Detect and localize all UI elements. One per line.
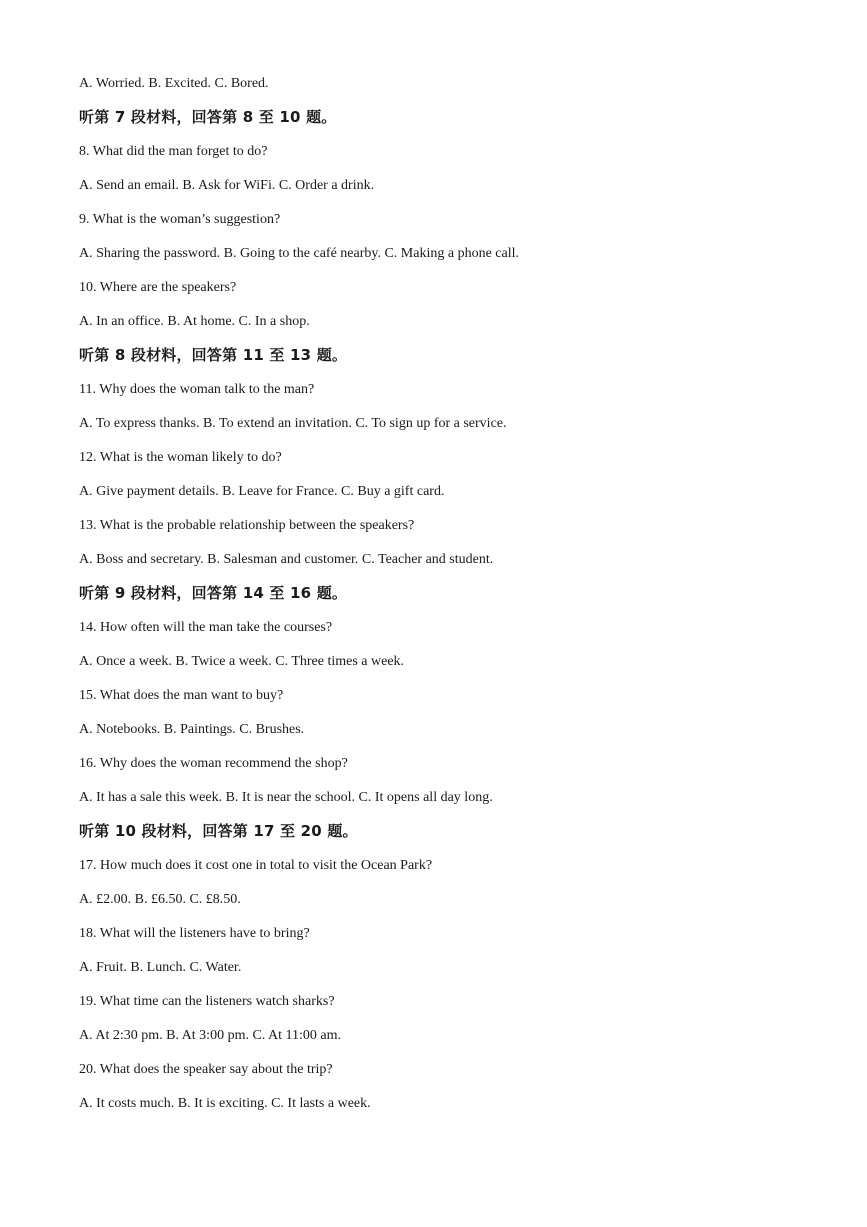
section-heading-8: 听第 8 段材料，回答第 11 至 13 题。 [79, 346, 348, 364]
question-19: 19. What time can the listeners watch sharks? [79, 994, 335, 1009]
answer-options-q7: A. Worried. B. Excited. C. Bored. [79, 76, 269, 91]
answer-options-q17: A. £2.00. B. £6.50. C. £8.50. [79, 892, 241, 907]
question-11: 11. Why does the woman talk to the man? [79, 382, 315, 397]
question-10: 10. Where are the speakers? [79, 280, 237, 295]
section-heading-7: 听第 7 段材料，回答第 8 至 10 题。 [79, 108, 337, 126]
question-12: 12. What is the woman likely to do? [79, 450, 282, 465]
question-13: 13. What is the probable relationship between the speakers? [79, 518, 415, 533]
question-16: 16. Why does the woman recommend the shop? [79, 756, 348, 771]
answer-options-q8: A. Send an email. B. Ask for WiFi. C. Order a drink. [79, 178, 375, 193]
question-15: 15. What does the man want to buy? [79, 688, 284, 703]
question-18: 18. What will the listeners have to bring? [79, 926, 310, 941]
answer-options-q13: A. Boss and secretary. B. Salesman and customer. C. Teacher and student. [79, 552, 494, 567]
question-8: 8. What did the man forget to do? [79, 144, 268, 159]
section-heading-9: 听第 9 段材料，回答第 14 至 16 题。 [79, 584, 348, 602]
question-9: 9. What is the woman’s suggestion? [79, 212, 281, 227]
answer-options-q12: A. Give payment details. B. Leave for France. C. Buy a gift card. [79, 484, 445, 499]
answer-options-q15: A. Notebooks. B. Paintings. C. Brushes. [79, 722, 305, 737]
answer-options-q18: A. Fruit. B. Lunch. C. Water. [79, 960, 242, 975]
question-20: 20. What does the speaker say about the trip? [79, 1062, 333, 1077]
answer-options-q19: A. At 2:30 pm. B. At 3:00 pm. C. At 11:00 am. [79, 1028, 342, 1043]
answer-options-q10: A. In an office. B. At home. C. In a shop. [79, 314, 310, 329]
answer-options-q20: A. It costs much. B. It is exciting. C. It lasts a week. [79, 1096, 371, 1111]
question-17: 17. How much does it cost one in total to visit the Ocean Park? [79, 858, 433, 873]
question-14: 14. How often will the man take the courses? [79, 620, 333, 635]
answer-options-q9: A. Sharing the password. B. Going to the café nearby. C. Making a phone call. [79, 246, 519, 261]
answer-options-q11: A. To express thanks. B. To extend an invitation. C. To sign up for a service. [79, 416, 507, 431]
answer-options-q14: A. Once a week. B. Twice a week. C. Three times a week. [79, 654, 405, 669]
section-heading-10: 听第 10 段材料，回答第 17 至 20 题。 [79, 822, 358, 840]
answer-options-q16: A. It has a sale this week. B. It is near the school. C. It opens all day long. [79, 790, 493, 805]
